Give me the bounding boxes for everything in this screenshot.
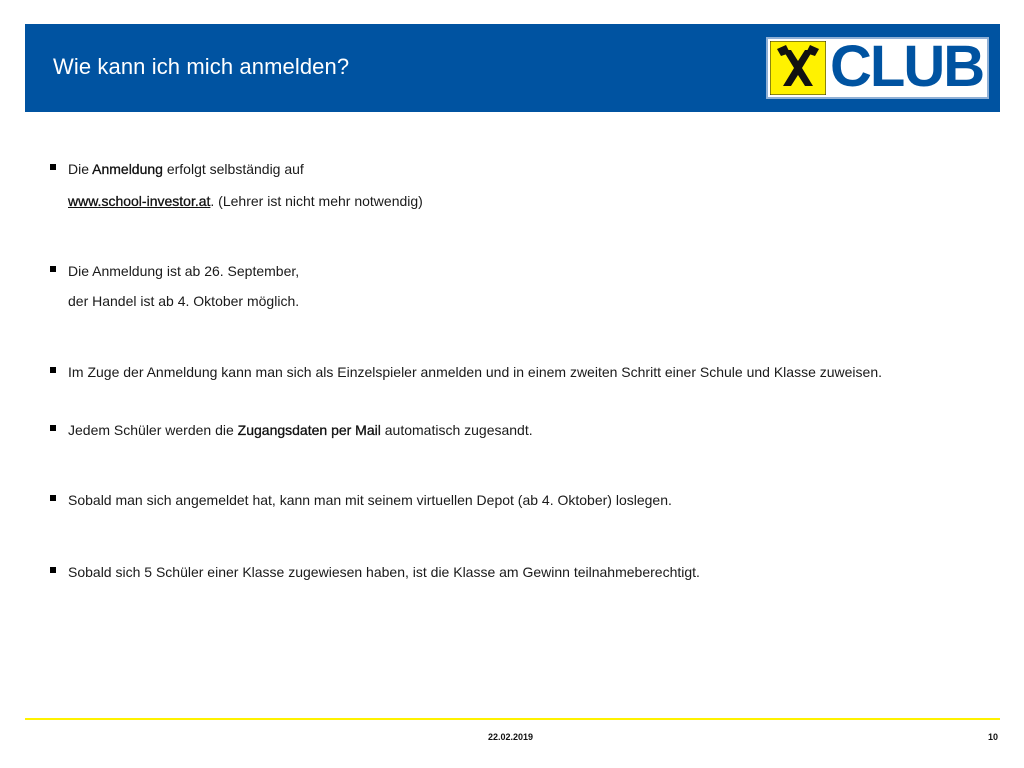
bullet-text-line: Die Anmeldung ist ab 26. September, [68,263,300,279]
bullet-text-line [68,422,533,438]
slide-title: Wie kann ich mich anmelden? [53,54,350,79]
page-number: 10 [988,732,999,742]
emphasis-text: Anmeldung [92,161,163,177]
bullet-text-line: der Handel ist ab 4. Oktober möglich. [68,293,300,309]
school-investor-link[interactable]: www.school-investor.at [68,193,211,209]
bullet-text-line: Sobald sich 5 Schüler einer Klasse zugewiesen haben, ist die Klasse am Gewinn teilnahmeberechtigt. [68,564,700,580]
bullet-square-icon [50,495,56,501]
bullet-square-icon [50,425,56,431]
text-segment: automatisch zugesandt. [380,422,533,438]
text-segment: . (Lehrer ist nicht mehr notwendig) [210,193,423,209]
text-segment: erfolgt selbständig auf [162,161,304,177]
bullet-square-icon [50,367,56,373]
footer-date: 22.02.2019 [488,732,534,742]
text-segment: Die [68,161,93,177]
bullet-square-icon [50,567,56,573]
bullet-text-line: Im Zuge der Anmeldung kann man sich als Einzelspieler anmelden und in einem zweiten Schritt einer Schule und Klasse zuweisen. [68,364,883,380]
emphasis-text: Zugangsdaten per Mail [237,422,381,438]
bullet-text-line [68,161,304,177]
footer-divider [25,718,1000,720]
text-segment: Jedem Schüler werden die [68,422,238,438]
club-wordmark: CLUB [830,34,984,99]
bullet-text-line [68,193,423,209]
bullet-square-icon [50,164,56,170]
bullet-text-line: Sobald man sich angemeldet hat, kann man mit seinem virtuellen Depot (ab 4. Oktober) loslegen. [68,492,672,508]
bullet-square-icon [50,266,56,272]
